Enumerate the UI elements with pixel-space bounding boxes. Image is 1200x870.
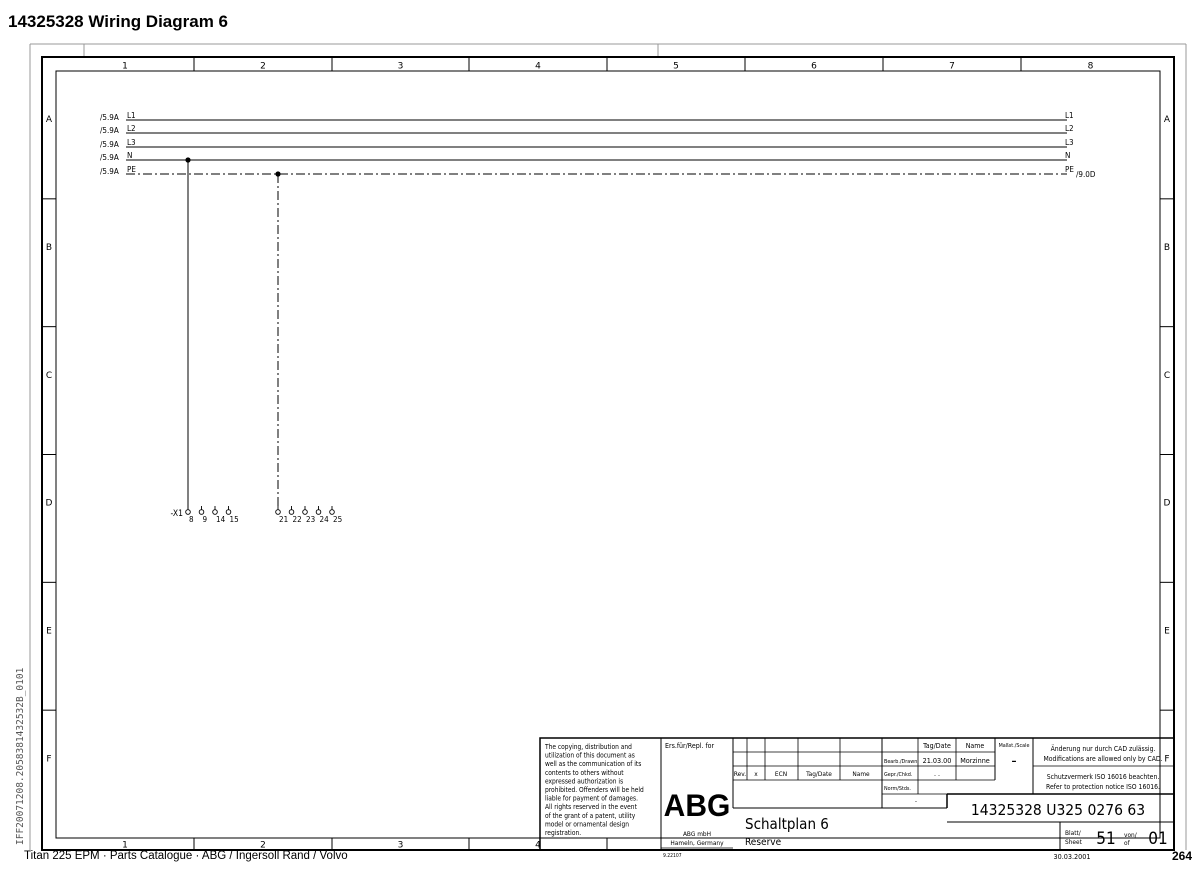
page-number: 264 <box>1171 849 1192 863</box>
scale-header: Maßst./Scale <box>998 743 1030 749</box>
protection-note-de: Schutzvermerk ISO 16016 beachten. <box>1046 773 1160 781</box>
grid-row-label: C <box>1163 370 1171 381</box>
terminal-number: 25 <box>333 515 343 524</box>
busbar-label-right: L2 <box>1065 124 1074 133</box>
terminal-circle <box>316 510 321 515</box>
grid-row-label: A <box>1163 115 1171 126</box>
protection-note-en: Refer to protection notice ISO 16016. <box>1046 783 1160 791</box>
grid-row-label: F <box>1164 754 1170 765</box>
rev-x-header: x <box>754 770 758 778</box>
busbar-labels <box>100 111 1096 179</box>
copyright-line: registration. <box>545 829 582 837</box>
copyright-line: The copying, distribution and <box>545 743 632 751</box>
terminal-number: 22 <box>292 515 302 524</box>
drawn-label: Bearb./Drawn <box>884 759 918 765</box>
terminal-number: 21 <box>279 515 289 524</box>
busbar-source-ref: /5.9A <box>100 126 119 135</box>
copyright-line: of the grant of a patent, utility <box>545 811 636 820</box>
rev-header: Rev. <box>733 770 747 778</box>
rev-name-header: Name <box>852 770 870 778</box>
page-outline <box>30 44 1186 850</box>
terminal-number: 24 <box>319 515 329 524</box>
copyright-line: All rights reserved in the event <box>545 803 637 812</box>
sheet-label-de: Blatt/ <box>1065 829 1081 837</box>
terminal-number: 23 <box>306 515 316 524</box>
busbar-label: L2 <box>127 124 136 133</box>
grid-column-label: 7 <box>949 61 955 72</box>
cad-note-de: Änderung nur durch CAD zulässig. <box>1050 745 1156 753</box>
inner-frame <box>56 71 1163 838</box>
grid-column-label: 3 <box>397 840 404 851</box>
pe-junction-dot <box>275 171 280 176</box>
terminal-strip-label: -X1 <box>170 509 183 519</box>
of-label-de: von/ <box>1124 831 1137 839</box>
grid-row-label: F <box>46 754 52 765</box>
grid-row-label: D <box>1163 498 1171 509</box>
checked-label: Gepr./Chkd. <box>884 772 913 778</box>
copyright-line: model or ornamental design <box>545 820 630 829</box>
sheet-title: Schaltplan 6 <box>745 815 829 833</box>
copyright-line: utilization of this document as <box>545 751 635 760</box>
terminal-strip-x1 <box>171 506 343 524</box>
grid-row-label: E <box>46 626 52 637</box>
terminal-circle <box>330 510 335 515</box>
busbar-label: N <box>127 151 133 160</box>
grid-column-label: 2 <box>260 61 266 72</box>
page-title: 14325328 Wiring Diagram 6 <box>8 12 229 31</box>
busbar-pe-continuation-ref: /9.0D <box>1076 170 1096 179</box>
company-logo: ABG <box>663 787 731 824</box>
grid-column-label: 2 <box>260 840 266 851</box>
terminal-circle <box>226 510 231 515</box>
busbar-source-ref: /5.9A <box>100 153 119 162</box>
copyright-notice <box>544 743 646 837</box>
grid-column-label: 5 <box>673 61 679 72</box>
copyright-line: liable for payment of damages. <box>545 794 639 803</box>
terminal-circle <box>199 510 204 515</box>
grid-column-label: 4 <box>535 840 541 851</box>
busbar-label-right: N <box>1065 151 1071 160</box>
busbar-label: PE <box>127 165 136 174</box>
scale-value: – <box>1011 756 1017 767</box>
dash-mark: - <box>915 798 917 805</box>
replaces-label: Ers.für/Repl. for <box>665 742 715 750</box>
terminal-circle <box>303 510 308 515</box>
cad-note-en: Modifications are allowed only by CAD. <box>1043 755 1163 763</box>
company-name: ABG mbH <box>682 830 712 838</box>
terminal-number: 9 <box>202 515 208 524</box>
drawn-name: Morzinne <box>960 756 990 765</box>
grid-column-label: 8 <box>1087 61 1094 72</box>
total-sheets: 01 <box>1148 829 1168 849</box>
drawing-number: 14325328 U325 0276 63 <box>970 801 1146 819</box>
outer-frame <box>42 57 1174 850</box>
drawn-date: 21.03.00 <box>922 756 952 765</box>
terminal-number: 8 <box>189 515 194 524</box>
rev-ecn-header: ECN <box>774 770 788 778</box>
busbar-label-right: L1 <box>1065 111 1074 120</box>
footer-catalogue-text: Titan 225 EPM · Parts Catalogue · ABG / Ingersoll Rand / Volvo <box>24 850 348 862</box>
terminal-circle <box>289 510 294 515</box>
of-label-en: of <box>1124 839 1130 847</box>
busbar-label: L1 <box>127 111 136 120</box>
date-header: Tag/Date <box>923 742 951 750</box>
terminal-number: 15 <box>229 515 239 524</box>
copyright-line: well as the communication of its <box>545 760 642 769</box>
checked-value: . . <box>934 770 940 778</box>
grid-column-label: 6 <box>811 61 817 72</box>
grid-row-label: C <box>45 370 53 381</box>
print-date: 30.03.2001 <box>1053 852 1091 861</box>
title-block-text <box>544 742 1168 861</box>
copyright-line: contents to others without <box>545 768 624 777</box>
sheet-label-en: Sheet <box>1065 838 1082 846</box>
grid-row-label: D <box>45 498 53 509</box>
busbars <box>126 120 1067 174</box>
grid-column-label: 4 <box>535 61 541 72</box>
norm-label: Norm/Stds. <box>884 786 911 792</box>
sheet-number: 51 <box>1096 829 1116 849</box>
busbar-label-right: L3 <box>1065 138 1074 147</box>
busbar-label: L3 <box>127 138 136 147</box>
busbar-source-ref: /5.9A <box>100 140 119 149</box>
grid-row-label: B <box>1163 242 1171 253</box>
grid-layer <box>42 57 1174 851</box>
copyright-line: prohibited. Offenders will be held <box>545 786 644 794</box>
rev-date-header: Tag/Date <box>806 770 832 778</box>
terminal-circle <box>186 510 191 515</box>
grid-row-label: B <box>45 242 53 253</box>
terminal-circle <box>213 510 218 515</box>
side-document-code: IFF20071208.2058381432532B_0101 <box>15 667 26 845</box>
sheet-subtitle: Reserve <box>745 837 782 848</box>
terminal-circle <box>276 510 281 515</box>
grid-row-label: A <box>45 115 53 126</box>
busbar-source-ref: /5.9A <box>100 113 119 122</box>
copyright-line: expressed authorization is <box>545 777 624 786</box>
company-city: Hameln, Germany <box>670 839 724 847</box>
n-junction-dot <box>185 157 190 162</box>
small-form-code: 9.22107 <box>663 853 682 859</box>
grid-column-label: 1 <box>122 61 128 72</box>
grid-column-label: 3 <box>397 61 404 72</box>
name-header: Name <box>965 742 985 750</box>
busbar-label-right: PE <box>1065 165 1074 174</box>
grid-column-label: 1 <box>122 840 128 851</box>
busbar-source-ref: /5.9A <box>100 167 119 176</box>
terminal-number: 14 <box>216 515 226 524</box>
grid-row-label: E <box>1164 626 1170 637</box>
